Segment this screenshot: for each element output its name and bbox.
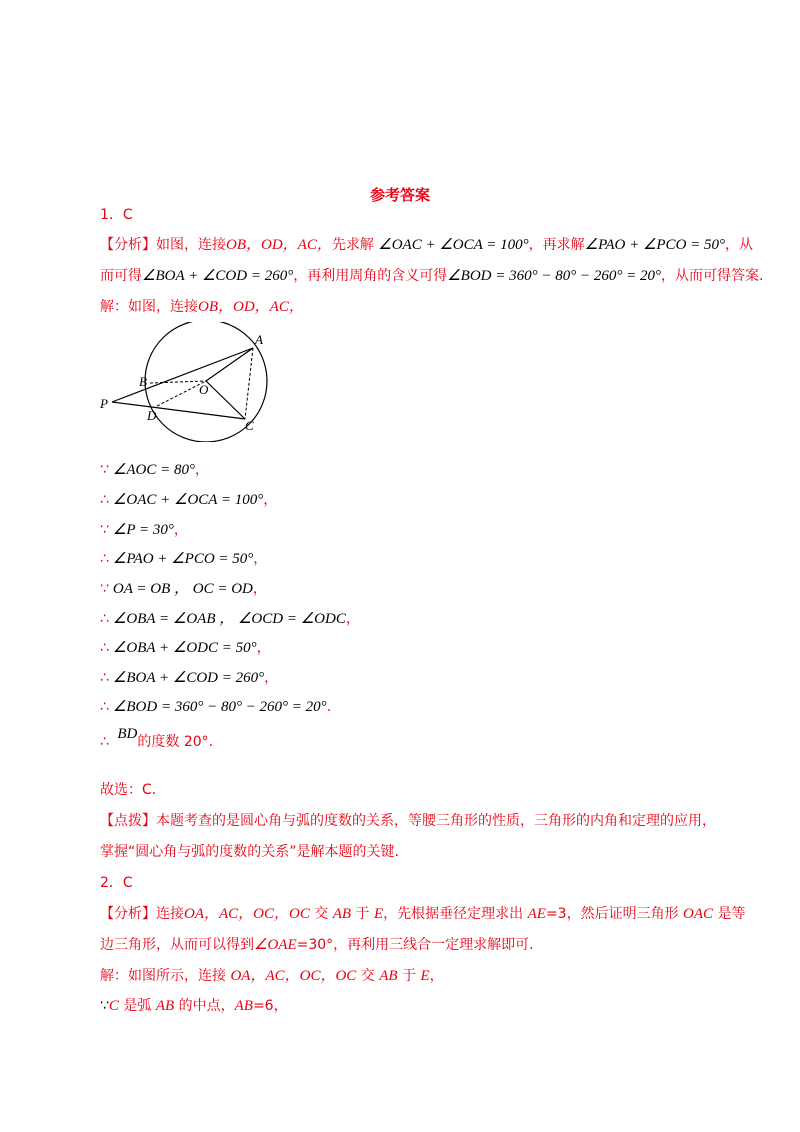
- step-punct: ，: [345, 611, 360, 627]
- text: 本题考查的是圆心角与弧的度数的关系，等腰三角形的性质，三角形的内角和定理的应用，: [156, 813, 716, 829]
- equation: ∠OAC + ∠OCA = 100°: [378, 237, 529, 253]
- step-line: [100, 490, 277, 510]
- text: ，: [429, 968, 444, 984]
- text: 于: [351, 906, 374, 922]
- line-pa: [112, 348, 253, 402]
- var: OAC: [683, 906, 714, 922]
- step-punct: ，: [253, 551, 268, 567]
- q1-solution-intro: [100, 297, 304, 317]
- equation: ∠BOA + ∠COD = 260°: [142, 268, 294, 284]
- step-line: [100, 668, 278, 688]
- text: =30°，再利用三线合一定理求解即可.: [296, 937, 534, 953]
- step-line: [100, 460, 209, 480]
- text: 如图，连接: [156, 237, 226, 253]
- step-equation: ∠BOA + ∠COD = 260°: [112, 670, 265, 686]
- step-punct: ，: [173, 522, 188, 538]
- q2-analysis-line1: [100, 904, 745, 924]
- step-equation: ∠AOC = 80°: [112, 462, 195, 478]
- step-equation: OA = OB ， OC = OD: [112, 581, 253, 597]
- var: AB: [155, 998, 175, 1014]
- q1-analysis-line1: [100, 235, 753, 255]
- text: 先求解: [331, 237, 374, 253]
- line-oc: [206, 381, 245, 419]
- logic-symbol: ∵: [100, 522, 109, 538]
- step-punct: ，: [263, 492, 278, 508]
- analysis-tag: 【分析】: [100, 237, 156, 253]
- var: E: [373, 906, 384, 922]
- arc-bd: BD: [117, 726, 138, 742]
- text: 的度数 20°.: [137, 734, 214, 750]
- line-ob: [150, 381, 206, 383]
- q2-number: 2．C: [100, 875, 133, 891]
- label-p: P: [100, 396, 108, 411]
- vars: OB，OD，AC，: [198, 299, 304, 315]
- line-pc: [112, 402, 245, 419]
- step-equation: ∠PAO + ∠PCO = 50°: [112, 551, 254, 567]
- text: 交: [356, 968, 380, 984]
- step-line: [100, 579, 267, 599]
- equation: ∠PAO + ∠PCO = 50°: [584, 237, 726, 253]
- text: 的中点，: [174, 998, 235, 1014]
- label-a: A: [255, 332, 263, 347]
- text: =3，然后证明三角形: [545, 906, 684, 922]
- therefore-symbol: ∴: [100, 734, 109, 750]
- step-equation: ∠OBA = ∠OAB ， ∠OCD = ∠ODC: [112, 611, 346, 627]
- step-line: [100, 609, 360, 629]
- q2-solution-intro: [100, 966, 444, 986]
- logic-symbol: ∴: [100, 492, 109, 508]
- text: ，从而可得答案.: [660, 268, 764, 284]
- label-o: O: [199, 382, 209, 397]
- text: ，再求解: [528, 237, 585, 253]
- text: 是弧: [118, 998, 156, 1014]
- logic-symbol: ∵: [100, 581, 109, 597]
- q1-analysis-line2: [100, 266, 763, 286]
- step-line: [100, 697, 331, 717]
- step-line: [100, 638, 271, 658]
- equation: ∠OAE: [254, 937, 297, 953]
- q2-given: [100, 996, 288, 1016]
- line-oa: [206, 348, 253, 381]
- var: AE: [527, 906, 546, 922]
- var: C: [108, 998, 119, 1014]
- text: 是等: [713, 906, 746, 922]
- text: 而可得: [100, 268, 142, 284]
- step-equation: ∠BOD = 360° − 80° − 260° = 20°: [112, 699, 327, 715]
- step-equation: ∠OAC + ∠OCA = 100°: [112, 492, 264, 508]
- logic-symbol: ∴: [100, 611, 109, 627]
- logic-symbol: ∵: [100, 462, 109, 478]
- label-d: D: [147, 408, 157, 423]
- vars: OA，AC，OC，OC: [184, 906, 310, 922]
- step-punct: .: [326, 699, 332, 715]
- q1-arc-conclusion: [100, 726, 214, 752]
- because-symbol: ∵: [100, 998, 109, 1014]
- step-equation: ∠P = 30°: [112, 522, 174, 538]
- text: ，从: [725, 237, 754, 253]
- vars: OA，AC，OC，OC: [230, 968, 357, 984]
- step-line: [100, 549, 267, 569]
- text: ，先根据垂径定理求出: [383, 906, 528, 922]
- step-line: [100, 520, 188, 540]
- var: AB: [234, 998, 253, 1014]
- step-punct: ，: [252, 581, 267, 597]
- text: 边三角形，从而可以得到: [100, 937, 254, 953]
- label-b: B: [139, 374, 147, 389]
- logic-symbol: ∴: [100, 551, 109, 567]
- var: AB: [332, 906, 352, 922]
- q1-tip-line1: [100, 811, 716, 831]
- step-punct: ，: [195, 462, 209, 478]
- circle-figure: [95, 322, 275, 442]
- text: 交: [309, 906, 333, 922]
- q1-choice: 故选：C.: [100, 782, 157, 798]
- label-c: C: [245, 418, 254, 433]
- logic-symbol: ∴: [100, 670, 109, 686]
- vars: OB，OD，AC，: [226, 237, 332, 253]
- var: AB: [379, 968, 398, 984]
- logic-symbol: ∴: [100, 640, 109, 656]
- equation: ∠BOD = 360° − 80° − 260° = 20°: [447, 268, 661, 284]
- step-equation: ∠OBA + ∠ODC = 50°: [112, 640, 257, 656]
- q1-number: 1．C: [100, 207, 133, 223]
- page-title: 参考答案: [369, 186, 430, 204]
- step-punct: ，: [264, 670, 279, 686]
- step-punct: ，: [256, 640, 271, 656]
- text: 于: [397, 968, 421, 984]
- q1-tip-line2: 掌握“圆心角与弧的度数的关系”是解本题的关键.: [100, 844, 399, 860]
- line-ac: [245, 348, 253, 419]
- text: 解：如图所示，连接: [100, 968, 231, 984]
- logic-symbol: ∴: [100, 699, 109, 715]
- text: ，再利用周角的含义可得: [293, 268, 448, 284]
- text: 解：如图，连接: [100, 299, 198, 315]
- var: E: [420, 968, 430, 984]
- analysis-tag: 【分析】: [100, 906, 156, 922]
- tip-tag: 【点拨】: [100, 813, 156, 829]
- q2-analysis-line2: [100, 935, 534, 955]
- text: =6，: [252, 998, 288, 1014]
- text: 连接: [156, 906, 184, 922]
